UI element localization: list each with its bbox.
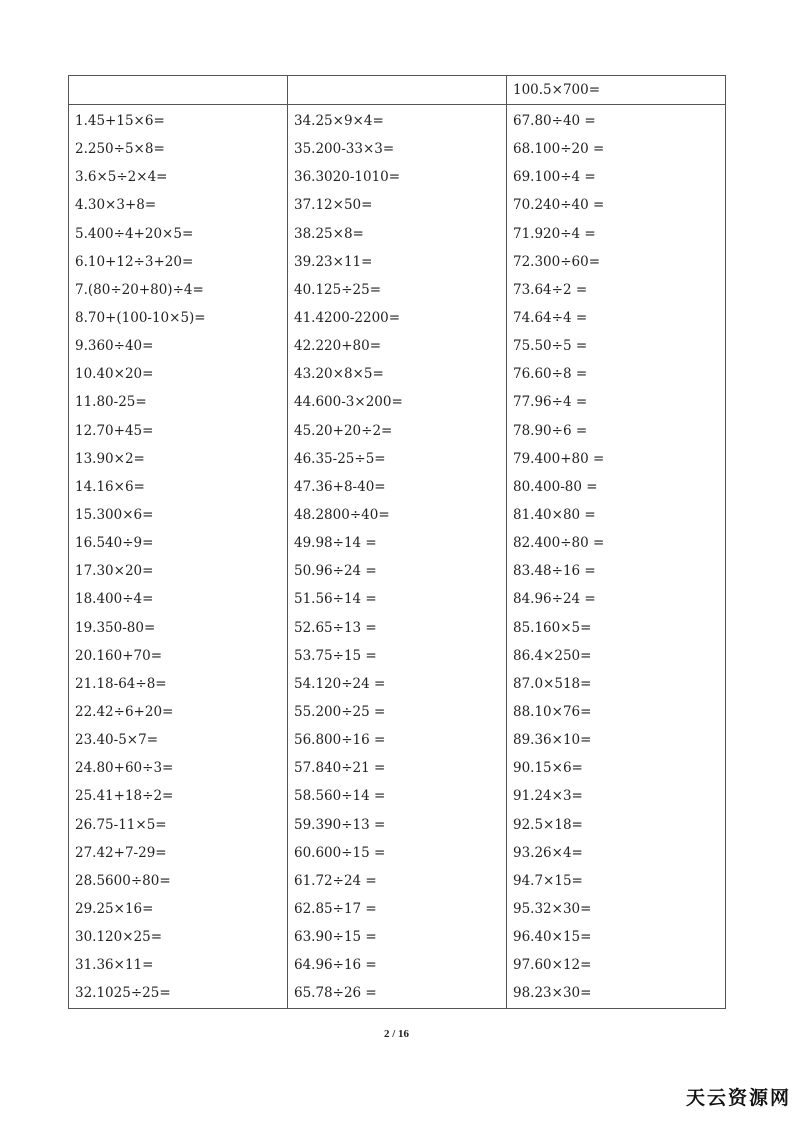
- problem-item: 70.240÷40 =: [513, 197, 605, 214]
- problem-item: 56.800÷16 =: [294, 732, 386, 749]
- problem-item: 18.400÷4=: [75, 591, 154, 608]
- problem-item: 22.42÷6+20=: [75, 703, 174, 720]
- problem-item: 24.80+60÷3=: [75, 760, 174, 777]
- problem-item: 76.60÷8 =: [513, 366, 588, 383]
- problem-item: 58.560÷14 =: [294, 788, 386, 805]
- problem-item: 62.85÷17 =: [294, 900, 377, 917]
- problem-item: 37.12×50=: [294, 197, 373, 214]
- header-cell-1: [69, 76, 288, 105]
- problem-item: 20.160+70=: [75, 647, 163, 664]
- problem-item: 52.65÷13 =: [294, 619, 377, 636]
- problem-item: 88.10×76=: [513, 703, 592, 720]
- problem-item: 46.35-25÷5=: [294, 450, 386, 467]
- problem-item: 77.96÷4 =: [513, 394, 588, 411]
- problem-item: 54.120÷24 =: [294, 675, 386, 692]
- problem-item: 14.16×6=: [75, 478, 145, 495]
- problem-item: 40.125÷25=: [294, 281, 382, 298]
- problem-item: 10.40×20=: [75, 366, 154, 383]
- problem-item: 43.20×8×5=: [294, 366, 384, 383]
- problem-item: 8.70+(100-10×5)=: [75, 309, 206, 326]
- problem-item: 9.360÷40=: [75, 338, 154, 355]
- problem-item: 74.64÷4 =: [513, 309, 588, 326]
- problem-item: 39.23×11=: [294, 253, 373, 270]
- problem-item: 25.41+18÷2=: [75, 788, 174, 805]
- problem-item: 85.160×5=: [513, 619, 592, 636]
- problem-item: 95.32×30=: [513, 900, 592, 917]
- problem-item: 45.20+20÷2=: [294, 422, 393, 439]
- problem-item: 38.25×8=: [294, 225, 364, 242]
- problem-item: 12.70+45=: [75, 422, 154, 439]
- problem-item: 63.90÷15 =: [294, 929, 377, 946]
- problem-item: 50.96÷24 =: [294, 563, 377, 580]
- problem-item: 31.36×11=: [75, 957, 154, 974]
- problem-item: 71.920÷4 =: [513, 225, 596, 242]
- problems-row: [69, 105, 726, 1009]
- problem-item: 73.64÷2 =: [513, 281, 588, 298]
- problem-item: 48.2800÷40=: [294, 506, 390, 523]
- watermark-logo-text: 天云资源网: [685, 1087, 791, 1109]
- problem-item: 32.1025÷25=: [75, 985, 171, 1002]
- problem-item: 44.600-3×200=: [294, 394, 403, 411]
- problem-item: 94.7×15=: [513, 872, 583, 889]
- problem-item: 86.4×250=: [513, 647, 592, 664]
- problem-item: 67.80÷40 =: [513, 113, 596, 129]
- problem-item: 36.3020-1010=: [294, 169, 401, 186]
- problem-item: 16.540÷9=: [75, 535, 154, 552]
- problem-item: 15.300×6=: [75, 506, 154, 523]
- problem-item: 53.75÷15 =: [294, 647, 377, 664]
- problem-item: 60.600÷15 =: [294, 844, 386, 861]
- header-cell-3: 100.5×700=: [507, 76, 726, 105]
- problem-item: 84.96÷24 =: [513, 591, 596, 608]
- problem-item: 92.5×18=: [513, 816, 583, 833]
- problem-item: 28.5600÷80=: [75, 872, 171, 889]
- problem-column-1: [69, 105, 288, 1009]
- problem-item: 3.6×5÷2×4=: [75, 169, 168, 186]
- problem-item: 42.220+80=: [294, 338, 382, 355]
- exercise-table: [68, 75, 726, 1009]
- problem-item: 6.10+12÷3+20=: [75, 253, 194, 270]
- header-cell-2: [288, 76, 507, 105]
- problem-item: 51.56÷14 =: [294, 591, 377, 608]
- problem-item: 27.42+7-29=: [75, 844, 167, 861]
- problem-item: 82.400÷80 =: [513, 535, 605, 552]
- problem-item: 97.60×12=: [513, 957, 592, 974]
- problem-item: 34.25×9×4=: [294, 113, 384, 129]
- problem-item: 81.40×80 =: [513, 506, 596, 523]
- problem-item: 65.78÷26 =: [294, 985, 377, 1002]
- problem-item: 4.30×3+8=: [75, 197, 157, 214]
- problem-item: 80.400-80 =: [513, 478, 598, 495]
- problem-item: 93.26×4=: [513, 844, 583, 861]
- page-number: 2 / 16: [383, 1028, 410, 1040]
- problem-item: 83.48÷16 =: [513, 563, 596, 580]
- problem-item: 72.300÷60=: [513, 253, 601, 270]
- problem-item: 98.23×30=: [513, 985, 592, 1002]
- problem-column-2: [288, 105, 507, 1009]
- problem-item: 29.25×16=: [75, 900, 154, 917]
- problem-item: 87.0×518=: [513, 675, 592, 692]
- problem-item: 5.400÷4+20×5=: [75, 225, 194, 242]
- problem-item: 90.15×6=: [513, 760, 583, 777]
- problem-item: 30.120×25=: [75, 929, 163, 946]
- problem-column-3: [507, 105, 726, 1009]
- problem-item: 68.100÷20 =: [513, 141, 605, 158]
- problem-item: 26.75-11×5=: [75, 816, 167, 833]
- problem-item: 13.90×2=: [75, 450, 145, 467]
- problem-item: 89.36×10=: [513, 732, 592, 749]
- header-row: [69, 76, 726, 105]
- problem-item: 64.96÷16 =: [294, 957, 377, 974]
- problem-item: 69.100÷4 =: [513, 169, 596, 186]
- problem-item: 19.350-80=: [75, 619, 156, 636]
- problem-item: 78.90÷6 =: [513, 422, 588, 439]
- problem-item: 61.72÷24 =: [294, 872, 377, 889]
- problem-item: 91.24×3=: [513, 788, 583, 805]
- problem-item: 7.(80÷20+80)÷4=: [75, 281, 204, 298]
- problem-item: 23.40-5×7=: [75, 732, 159, 749]
- problem-item: 17.30×20=: [75, 563, 154, 580]
- problem-item: 79.400+80 =: [513, 450, 605, 467]
- problem-item: 2.250÷5×8=: [75, 141, 165, 158]
- problem-item: 11.80-25=: [75, 394, 147, 411]
- problem-item: 59.390÷13 =: [294, 816, 386, 833]
- problem-item: 49.98÷14 =: [294, 535, 377, 552]
- problem-item: 1.45+15×6=: [75, 113, 165, 129]
- problem-item: 75.50÷5 =: [513, 338, 588, 355]
- problem-item: 41.4200-2200=: [294, 309, 401, 326]
- problem-item: 21.18-64÷8=: [75, 675, 167, 692]
- problem-item: 47.36+8-40=: [294, 478, 386, 495]
- problem-item: 96.40×15=: [513, 929, 592, 946]
- problem-item: 35.200-33×3=: [294, 141, 395, 158]
- problem-item: 57.840÷21 =: [294, 760, 386, 777]
- problem-item: 55.200÷25 =: [294, 703, 386, 720]
